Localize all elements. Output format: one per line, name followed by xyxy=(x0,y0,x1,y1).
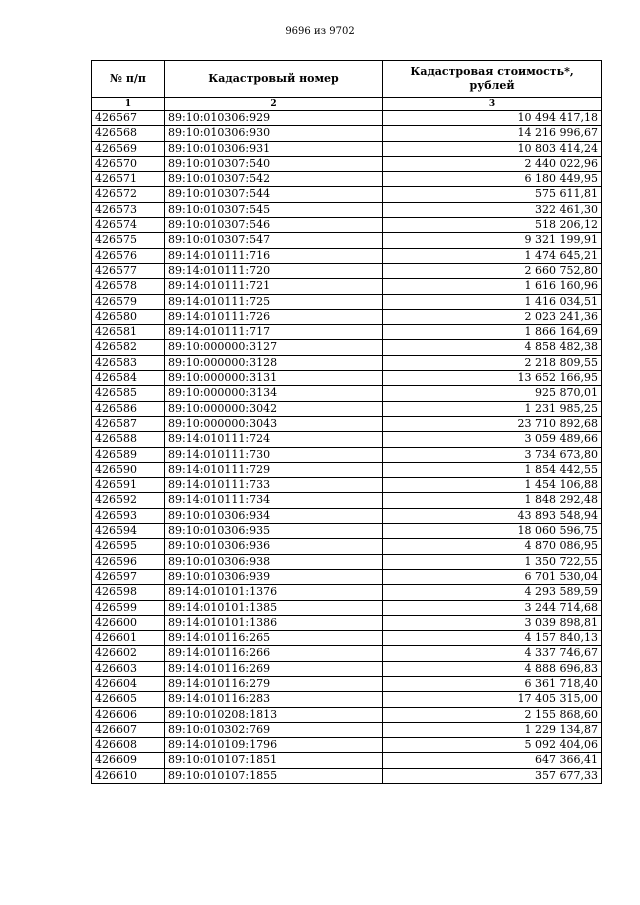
cadastral-number: 89:14:010111:725 xyxy=(165,294,383,309)
table-row xyxy=(92,126,602,141)
row-index: 426568 xyxy=(92,126,165,141)
table-row xyxy=(92,569,602,584)
cadastral-number: 89:14:010116:266 xyxy=(165,646,383,661)
cadastral-value: 3 244 714,68 xyxy=(383,600,602,615)
cadastral-value: 4 157 840,13 xyxy=(383,631,602,646)
cadastral-number: 89:10:010307:546 xyxy=(165,218,383,233)
row-index: 426579 xyxy=(92,294,165,309)
cadastral-value: 3 059 489,66 xyxy=(383,432,602,447)
column-number: 2 xyxy=(165,98,383,111)
cadastral-value: 2 023 241,36 xyxy=(383,309,602,324)
cadastral-value: 3 734 673,80 xyxy=(383,447,602,462)
row-index: 426604 xyxy=(92,676,165,691)
row-index: 426609 xyxy=(92,753,165,768)
cadastral-number: 89:10:000000:3043 xyxy=(165,416,383,431)
row-index: 426606 xyxy=(92,707,165,722)
cadastral-number: 89:14:010111:734 xyxy=(165,493,383,508)
row-index: 426575 xyxy=(92,233,165,248)
row-index: 426592 xyxy=(92,493,165,508)
table-row xyxy=(92,340,602,355)
cadastral-number: 89:14:010111:720 xyxy=(165,263,383,278)
row-index: 426593 xyxy=(92,508,165,523)
table-row xyxy=(92,524,602,539)
table-row xyxy=(92,187,602,202)
table-row xyxy=(92,371,602,386)
row-index: 426572 xyxy=(92,187,165,202)
cadastral-number: 89:14:010116:283 xyxy=(165,692,383,707)
cadastral-value: 17 405 315,00 xyxy=(383,692,602,707)
cadastral-value: 925 870,01 xyxy=(383,386,602,401)
row-index: 426591 xyxy=(92,478,165,493)
cadastral-value: 647 366,41 xyxy=(383,753,602,768)
table-row xyxy=(92,478,602,493)
row-index: 426578 xyxy=(92,279,165,294)
column-number: 3 xyxy=(383,98,602,111)
table-row xyxy=(92,416,602,431)
cadastral-value: 6 361 718,40 xyxy=(383,676,602,691)
row-index: 426576 xyxy=(92,248,165,263)
row-index: 426584 xyxy=(92,371,165,386)
cadastral-value: 6 180 449,95 xyxy=(383,172,602,187)
table-row xyxy=(92,309,602,324)
table-row xyxy=(92,738,602,753)
row-index: 426573 xyxy=(92,202,165,217)
row-index: 426589 xyxy=(92,447,165,462)
row-index: 426601 xyxy=(92,631,165,646)
table-row xyxy=(92,661,602,676)
cadastral-number: 89:14:010116:265 xyxy=(165,631,383,646)
row-index: 426588 xyxy=(92,432,165,447)
column-header-cadastral-number: Кадастровый номер xyxy=(165,61,383,98)
cadastral-value: 1 854 442,55 xyxy=(383,462,602,477)
row-index: 426583 xyxy=(92,355,165,370)
cadastral-number: 89:14:010111:721 xyxy=(165,279,383,294)
cadastral-number: 89:10:010306:939 xyxy=(165,569,383,584)
cadastral-value: 4 293 589,59 xyxy=(383,585,602,600)
row-index: 426569 xyxy=(92,141,165,156)
table-row xyxy=(92,554,602,569)
cadastral-value: 4 870 086,95 xyxy=(383,539,602,554)
cadastral-value: 5 092 404,06 xyxy=(383,738,602,753)
cadastral-number: 89:10:010306:934 xyxy=(165,508,383,523)
cadastral-value: 2 440 022,96 xyxy=(383,156,602,171)
cadastral-value: 1 350 722,55 xyxy=(383,554,602,569)
table-row xyxy=(92,141,602,156)
cadastral-number: 89:14:010111:733 xyxy=(165,478,383,493)
cadastral-value: 518 206,12 xyxy=(383,218,602,233)
table-row xyxy=(92,156,602,171)
table-row xyxy=(92,692,602,707)
row-index: 426580 xyxy=(92,309,165,324)
cadastral-number: 89:14:010109:1796 xyxy=(165,738,383,753)
cadastral-value: 18 060 596,75 xyxy=(383,524,602,539)
table-row xyxy=(92,646,602,661)
row-index: 426567 xyxy=(92,111,165,126)
cadastral-value: 4 858 482,38 xyxy=(383,340,602,355)
table-row xyxy=(92,325,602,340)
row-index: 426596 xyxy=(92,554,165,569)
cadastral-value: 1 231 985,25 xyxy=(383,401,602,416)
table-row xyxy=(92,248,602,263)
row-index: 426605 xyxy=(92,692,165,707)
cadastral-value: 1 616 160,96 xyxy=(383,279,602,294)
table-row xyxy=(92,753,602,768)
cadastral-number: 89:10:010307:545 xyxy=(165,202,383,217)
table-body xyxy=(92,111,602,784)
cadastral-number: 89:10:010306:930 xyxy=(165,126,383,141)
cadastral-number: 89:10:010306:929 xyxy=(165,111,383,126)
table-row xyxy=(92,386,602,401)
row-index: 426587 xyxy=(92,416,165,431)
table-row xyxy=(92,493,602,508)
table-row xyxy=(92,631,602,646)
cadastral-number: 89:10:000000:3131 xyxy=(165,371,383,386)
cadastral-number: 89:14:010116:269 xyxy=(165,661,383,676)
cadastral-number: 89:10:000000:3042 xyxy=(165,401,383,416)
row-index: 426574 xyxy=(92,218,165,233)
table-row xyxy=(92,233,602,248)
row-index: 426582 xyxy=(92,340,165,355)
column-number: 1 xyxy=(92,98,165,111)
cadastral-value: 2 660 752,80 xyxy=(383,263,602,278)
cadastral-number: 89:10:010307:544 xyxy=(165,187,383,202)
table-row xyxy=(92,462,602,477)
page-number: 9696 из 9702 xyxy=(285,26,355,37)
cadastral-number: 89:10:010306:938 xyxy=(165,554,383,569)
cadastral-value: 1 866 164,69 xyxy=(383,325,602,340)
cadastral-table xyxy=(91,60,602,784)
table-row xyxy=(92,768,602,783)
row-index: 426607 xyxy=(92,722,165,737)
cadastral-value: 1 416 034,51 xyxy=(383,294,602,309)
table-row xyxy=(92,447,602,462)
cadastral-number: 89:10:010306:931 xyxy=(165,141,383,156)
table-row xyxy=(92,600,602,615)
cadastral-number: 89:10:010306:935 xyxy=(165,524,383,539)
table-row xyxy=(92,676,602,691)
cadastral-value: 2 155 868,60 xyxy=(383,707,602,722)
cadastral-number: 89:14:010111:716 xyxy=(165,248,383,263)
cadastral-value: 1 229 134,87 xyxy=(383,722,602,737)
cadastral-number: 89:10:010208:1813 xyxy=(165,707,383,722)
column-header-cadastral-value: Кадастровая стоимость*, рублей xyxy=(383,61,602,98)
table-row xyxy=(92,111,602,126)
table-row xyxy=(92,401,602,416)
cadastral-value: 14 216 996,67 xyxy=(383,126,602,141)
cadastral-number: 89:14:010111:729 xyxy=(165,462,383,477)
table-row xyxy=(92,202,602,217)
row-index: 426586 xyxy=(92,401,165,416)
row-index: 426608 xyxy=(92,738,165,753)
cadastral-value: 1 848 292,48 xyxy=(383,493,602,508)
cadastral-value: 322 461,30 xyxy=(383,202,602,217)
table-row xyxy=(92,585,602,600)
table-row xyxy=(92,294,602,309)
row-index: 426590 xyxy=(92,462,165,477)
cadastral-value: 2 218 809,55 xyxy=(383,355,602,370)
cadastral-value: 1 454 106,88 xyxy=(383,478,602,493)
column-header-index: № п/п xyxy=(92,61,165,98)
cadastral-value: 6 701 530,04 xyxy=(383,569,602,584)
table-row xyxy=(92,615,602,630)
table-row xyxy=(92,508,602,523)
row-index: 426610 xyxy=(92,768,165,783)
table-header xyxy=(92,61,602,111)
cadastral-value: 4 337 746,67 xyxy=(383,646,602,661)
row-index: 426602 xyxy=(92,646,165,661)
cadastral-number: 89:14:010111:730 xyxy=(165,447,383,462)
row-index: 426600 xyxy=(92,615,165,630)
cadastral-number: 89:10:010307:547 xyxy=(165,233,383,248)
cadastral-number: 89:10:000000:3128 xyxy=(165,355,383,370)
row-index: 426581 xyxy=(92,325,165,340)
row-index: 426577 xyxy=(92,263,165,278)
table-row xyxy=(92,172,602,187)
table-row xyxy=(92,539,602,554)
cadastral-value: 9 321 199,91 xyxy=(383,233,602,248)
row-index: 426571 xyxy=(92,172,165,187)
cadastral-number: 89:14:010101:1376 xyxy=(165,585,383,600)
row-index: 426570 xyxy=(92,156,165,171)
row-index: 426599 xyxy=(92,600,165,615)
table-row xyxy=(92,355,602,370)
cadastral-value: 43 893 548,94 xyxy=(383,508,602,523)
cadastral-number: 89:10:000000:3134 xyxy=(165,386,383,401)
cadastral-value: 1 474 645,21 xyxy=(383,248,602,263)
cadastral-value: 10 803 414,24 xyxy=(383,141,602,156)
cadastral-value: 4 888 696,83 xyxy=(383,661,602,676)
table-row xyxy=(92,279,602,294)
row-index: 426598 xyxy=(92,585,165,600)
cadastral-number: 89:14:010111:717 xyxy=(165,325,383,340)
cadastral-value: 10 494 417,18 xyxy=(383,111,602,126)
cadastral-number: 89:14:010101:1386 xyxy=(165,615,383,630)
cadastral-value: 3 039 898,81 xyxy=(383,615,602,630)
cadastral-number: 89:14:010101:1385 xyxy=(165,600,383,615)
cadastral-number: 89:10:010307:540 xyxy=(165,156,383,171)
row-index: 426585 xyxy=(92,386,165,401)
row-index: 426595 xyxy=(92,539,165,554)
cadastral-number: 89:10:000000:3127 xyxy=(165,340,383,355)
cadastral-value: 357 677,33 xyxy=(383,768,602,783)
cadastral-number: 89:10:010107:1855 xyxy=(165,768,383,783)
row-index: 426603 xyxy=(92,661,165,676)
cadastral-number: 89:14:010116:279 xyxy=(165,676,383,691)
table-row xyxy=(92,218,602,233)
table-row xyxy=(92,432,602,447)
cadastral-number: 89:14:010111:726 xyxy=(165,309,383,324)
cadastral-number: 89:10:010107:1851 xyxy=(165,753,383,768)
cadastral-value: 13 652 166,95 xyxy=(383,371,602,386)
row-index: 426597 xyxy=(92,569,165,584)
cadastral-value: 23 710 892,68 xyxy=(383,416,602,431)
cadastral-number: 89:14:010111:724 xyxy=(165,432,383,447)
cadastral-value: 575 611,81 xyxy=(383,187,602,202)
table-row xyxy=(92,722,602,737)
cadastral-number: 89:10:010302:769 xyxy=(165,722,383,737)
row-index: 426594 xyxy=(92,524,165,539)
cadastral-number: 89:10:010306:936 xyxy=(165,539,383,554)
table-row xyxy=(92,707,602,722)
cadastral-number: 89:10:010307:542 xyxy=(165,172,383,187)
table-row xyxy=(92,263,602,278)
